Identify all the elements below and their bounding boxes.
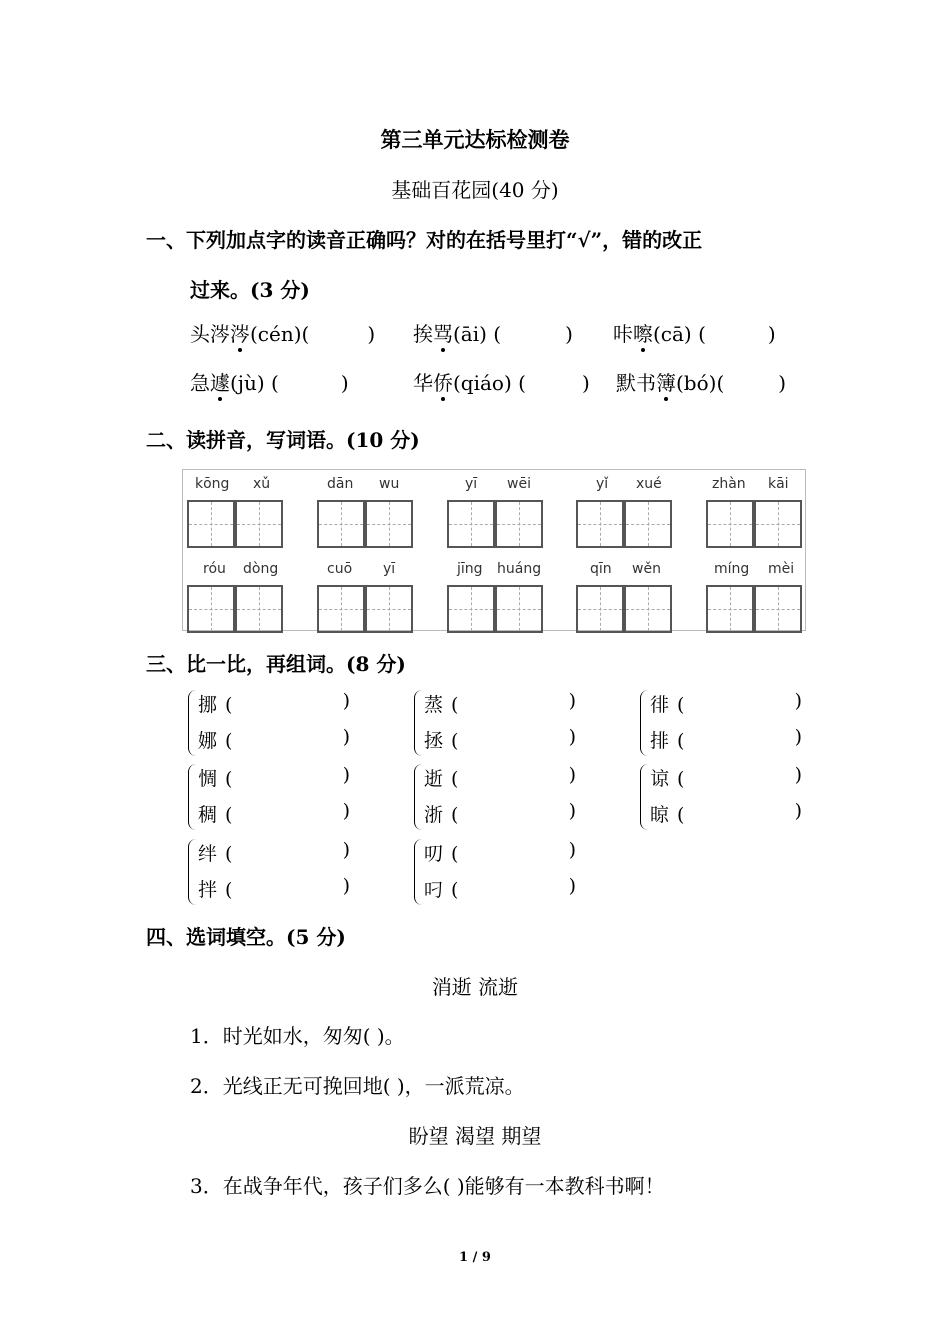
writing-box[interactable] <box>317 585 365 633</box>
writing-box[interactable] <box>495 585 543 633</box>
writing-box[interactable] <box>576 500 624 548</box>
page-number: 1 / 9 <box>459 1250 491 1265</box>
writing-box[interactable] <box>365 500 413 548</box>
brace-icon <box>414 839 423 905</box>
section-subtitle: 基础百花园(40 分) <box>391 178 559 202</box>
pinyin-label: huáng <box>497 561 542 577</box>
q1-item: 咔嚓(cā) ( ) <box>613 322 776 346</box>
pinyin-label: wēi <box>507 476 531 492</box>
compare-row: 叨 ( ) <box>424 839 576 865</box>
writing-box[interactable] <box>235 500 283 548</box>
pinyin-label: cuō <box>327 561 353 577</box>
word-options: 盼望 渴望 期望 <box>408 1124 542 1148</box>
pinyin-label: yī <box>465 476 478 492</box>
q1-item: 头涔涔(cén)( ) <box>190 322 376 346</box>
writing-box[interactable] <box>624 585 672 633</box>
compare-pair <box>188 688 398 758</box>
writing-box[interactable] <box>754 500 802 548</box>
writing-box[interactable] <box>317 500 365 548</box>
writing-box[interactable] <box>706 500 754 548</box>
compare-row: 稠 ( ) <box>198 800 350 826</box>
pinyin-label: yǐ <box>596 476 609 492</box>
compare-row: 拯 ( ) <box>424 726 576 752</box>
compare-row: 徘 ( ) <box>650 690 802 716</box>
pinyin-label: xué <box>636 476 662 492</box>
brace-icon <box>188 839 197 905</box>
compare-row: 逝 ( ) <box>424 764 576 790</box>
brace-icon <box>414 690 423 756</box>
page-title: 第三单元达标检测卷 <box>380 127 570 152</box>
compare-pair <box>188 837 398 907</box>
pinyin-label: dòng <box>243 561 279 577</box>
compare-row: 拌 ( ) <box>198 875 350 901</box>
q1-item: 急遽(jù) ( ) <box>190 371 349 395</box>
pinyin-grid <box>182 469 806 631</box>
compare-row: 绊 ( ) <box>198 839 350 865</box>
sentence-1: 1．时光如水，匆匆( )。 <box>190 1024 405 1048</box>
compare-row: 谅 ( ) <box>650 764 802 790</box>
writing-box[interactable] <box>187 500 235 548</box>
pinyin-label: xǔ <box>253 476 271 492</box>
compare-pair <box>188 762 398 832</box>
compare-row: 排 ( ) <box>650 726 802 752</box>
sentence-3: 3．在战争年代，孩子们多么( )能够有一本教科书啊！ <box>190 1174 665 1198</box>
writing-box[interactable] <box>706 585 754 633</box>
compare-pair <box>640 762 850 832</box>
pinyin-label: kōng <box>195 476 230 492</box>
q2-heading: 二、读拼音，写词语。(10 分) <box>146 428 420 452</box>
pinyin-label: mèi <box>768 561 795 577</box>
pinyin-label: kāi <box>768 476 789 492</box>
q1-item: 华侨(qiáo) ( ) <box>413 371 590 395</box>
pinyin-label: zhàn <box>712 476 746 492</box>
compare-pair <box>414 762 624 832</box>
compare-row: 蒸 ( ) <box>424 690 576 716</box>
word-options: 消逝 流逝 <box>431 975 519 999</box>
q3-heading: 三、比一比，再组词。(8 分) <box>146 652 406 676</box>
writing-box[interactable] <box>235 585 283 633</box>
brace-icon <box>188 764 197 830</box>
pinyin-label: dān <box>327 476 354 492</box>
compare-row: 挪 ( ) <box>198 690 350 716</box>
writing-box[interactable] <box>365 585 413 633</box>
q1-item: 默书簿(bó)( ) <box>616 371 787 395</box>
compare-row: 娜 ( ) <box>198 726 350 752</box>
compare-pair <box>414 688 624 758</box>
brace-icon <box>640 764 649 830</box>
writing-box[interactable] <box>447 500 495 548</box>
pinyin-label: jīng <box>457 561 483 577</box>
compare-row: 惆 ( ) <box>198 764 350 790</box>
compare-row: 晾 ( ) <box>650 800 802 826</box>
q4-heading: 四、选词填空。(5 分) <box>146 925 346 949</box>
q1-heading-line2: 过来。(3 分) <box>190 278 310 302</box>
pinyin-label: wěn <box>632 561 661 577</box>
writing-box[interactable] <box>187 585 235 633</box>
brace-icon <box>188 690 197 756</box>
pinyin-label: yī <box>383 561 396 577</box>
sentence-2: 2．光线正无可挽回地( )，一派荒凉。 <box>190 1074 525 1098</box>
writing-box[interactable] <box>754 585 802 633</box>
q1-item: 挨骂(āi) ( ) <box>413 322 573 346</box>
q1-heading-line1: 一、下列加点字的读音正确吗？对的在括号里打“√”，错的改正 <box>146 228 703 252</box>
writing-box[interactable] <box>576 585 624 633</box>
compare-pair <box>640 688 850 758</box>
pinyin-label: wu <box>379 476 400 492</box>
compare-pair <box>414 837 624 907</box>
compare-row: 叼 ( ) <box>424 875 576 901</box>
compare-row: 浙 ( ) <box>424 800 576 826</box>
brace-icon <box>640 690 649 756</box>
writing-box[interactable] <box>495 500 543 548</box>
pinyin-label: míng <box>714 561 750 577</box>
pinyin-label: róu <box>203 561 226 577</box>
writing-box[interactable] <box>624 500 672 548</box>
pinyin-label: qīn <box>590 561 612 577</box>
writing-box[interactable] <box>447 585 495 633</box>
brace-icon <box>414 764 423 830</box>
